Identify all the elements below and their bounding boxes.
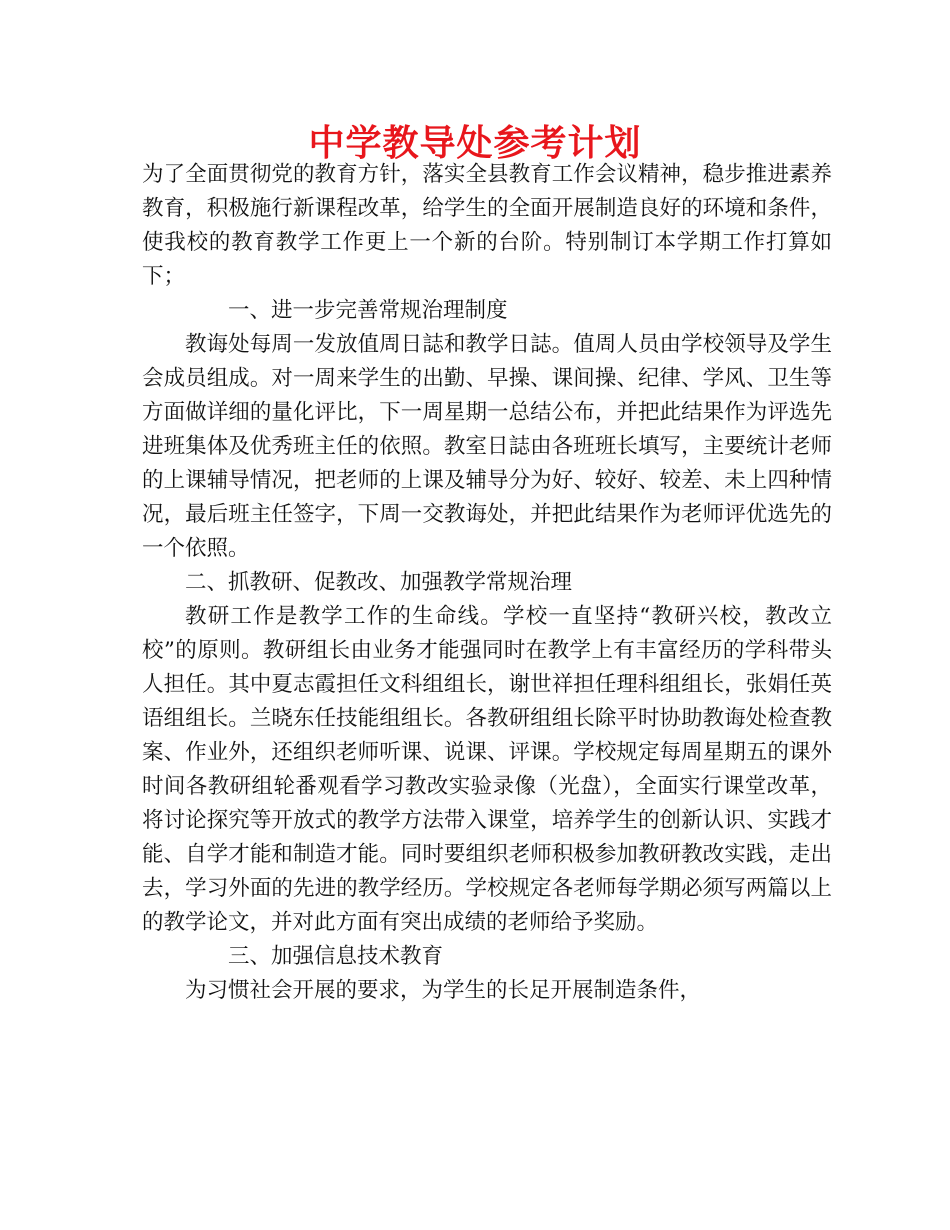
intro-paragraph: 为了全面贯彻党的教育方针，落实全县教育工作会议精神，稳步推进素养教育，积极施行新课程改革，给学生的全面开展制造良好的环境和条件，使我校的教育教学工作更上一个新的台阶。特别制订本学期工作打算如下；	[142, 162, 832, 289]
body-paragraph: 教诲处每周一发放值周日誌和教学日誌。值周人员由学校领导及学生会成员组成。对一周来学生的出勤、早操、课间操、纪律、学风、卫生等方面做详细的量化评比，下一周星期一总结公布，并把此结果作为评选先进班集体及优秀班主任的依照。教室日誌由各班班长填写，主要统计老师的上课辅导情况，把老师的上课及辅导分为好、较好、较差、未上四种情况，最后班主任签字，下周一交教诲处，并把此结果作为老师评优选先的一个依照。	[142, 332, 832, 561]
section-heading-2: 二、抓教研、促教改、加强教学常规治理	[185, 570, 573, 595]
section-heading-1: 一、进一步完善常规治理制度	[228, 298, 508, 323]
section-heading-3: 三、加强信息技术教育	[228, 944, 444, 969]
body-paragraph: 教研工作是教学工作的生命线。学校一直坚持“教研兴校，教改立校”的原则。教研组长由业务才能强同时在教学上有丰富经历的学科带头人担任。其中夏志霞担任文科组组长，谢世祥担任理科组组长，张娟任英语组组长。兰晓东任技能组组长。各教研组组长除平时协助教诲处检查教案、作业外，还组织老师听课、说课、评课。学校规定每周星期五的课外时间各教研组轮番观看学习教改实验录像（光盘），全面实行课堂改革，将讨论探究等开放式的教学方法带入课堂，培养学生的创新认识、实践才能、自学才能和制造才能。同时要组织老师积极参加教研教改实践，走出去，学习外面的先进的教学经历。学校规定各老师每学期必须写两篇以上的教学论文，并对此方面有突出成绩的老师给予奖励。	[142, 604, 832, 935]
body-paragraph: 为习惯社会开展的要求，为学生的长足开展制造条件，	[185, 978, 702, 1003]
document-title: 中学教导处参考计划	[308, 123, 642, 164]
document-body	[142, 158, 832, 1008]
